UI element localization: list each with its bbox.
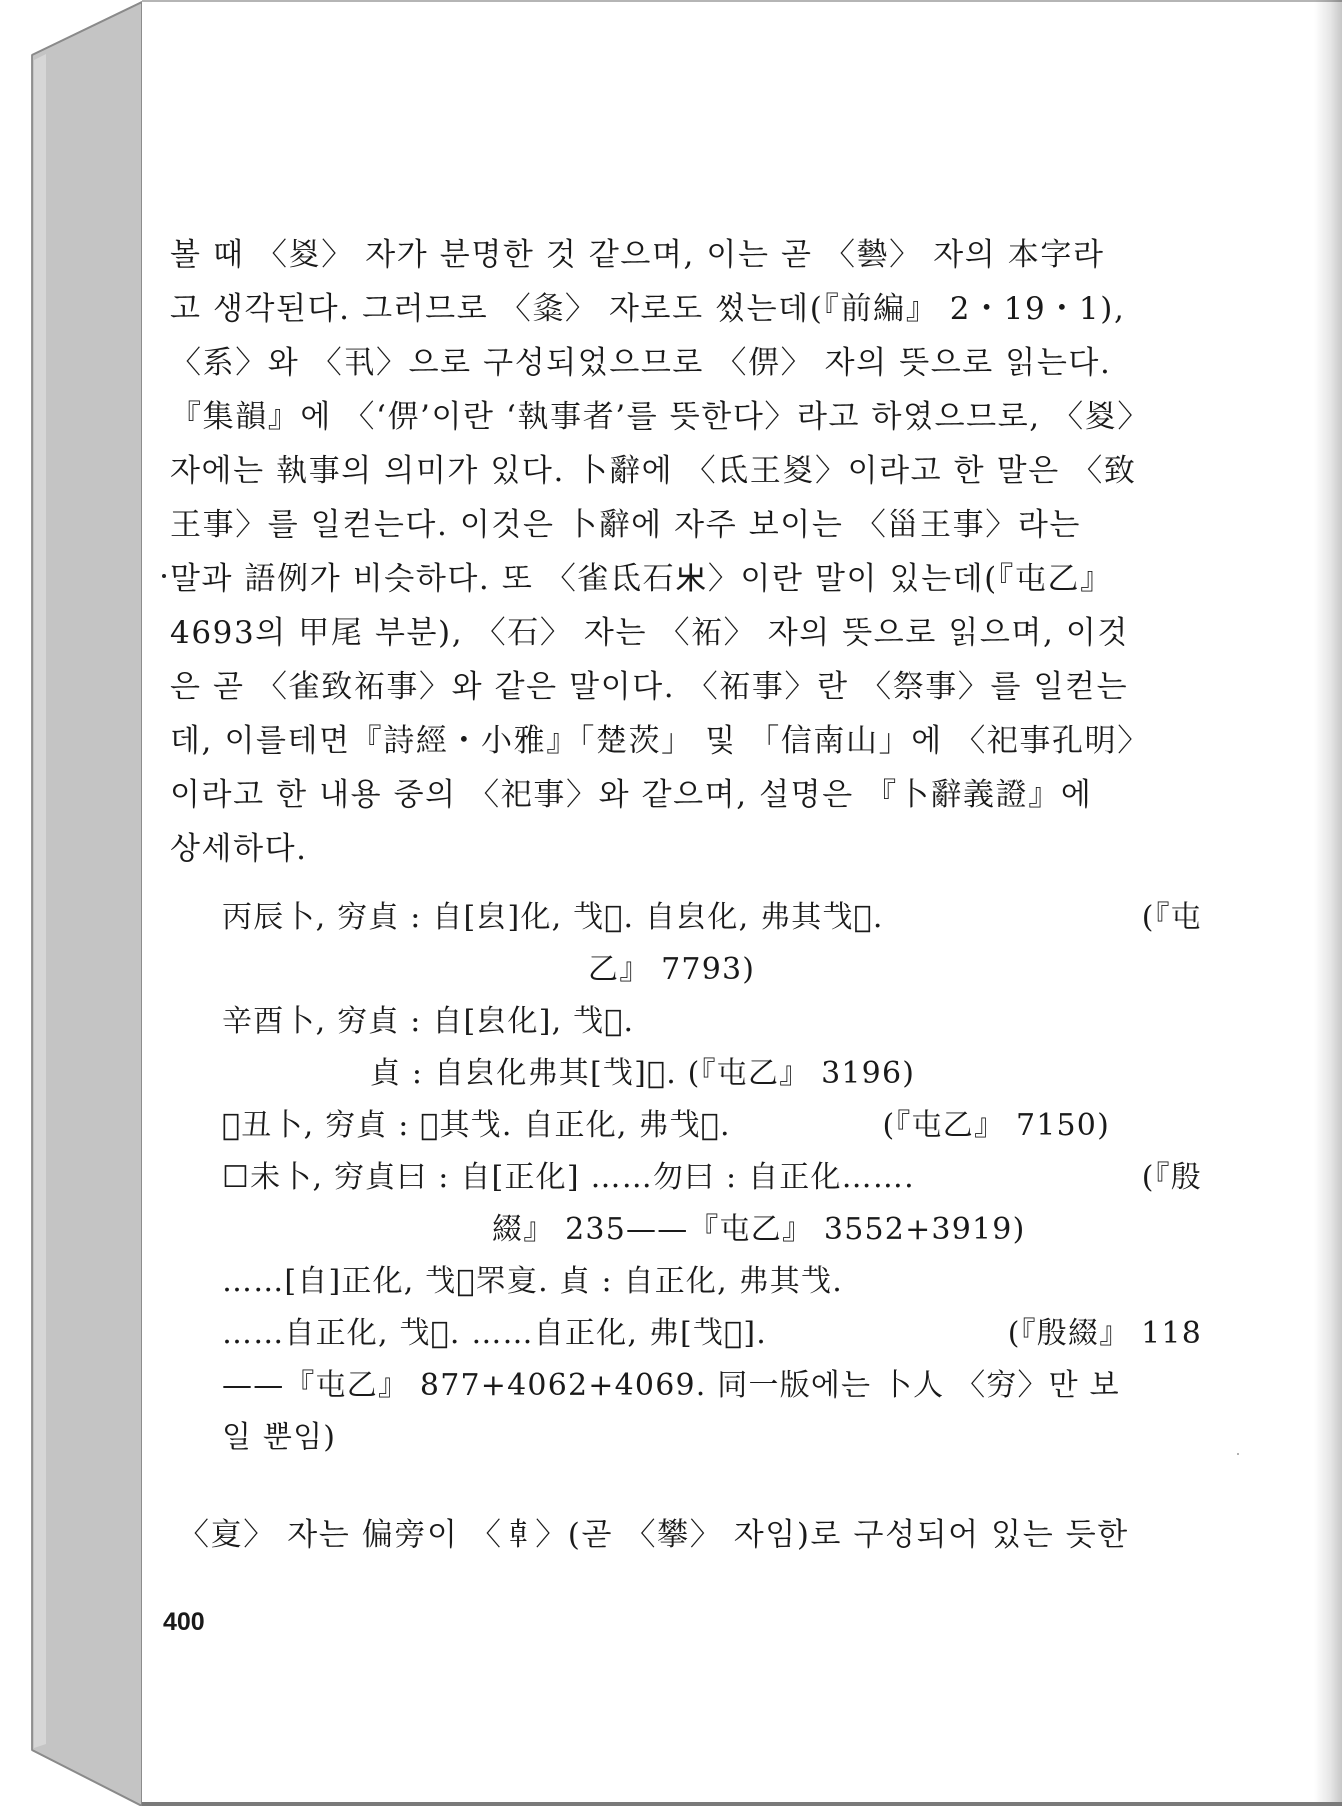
text-line: 데, 이를테면『詩經・小雅』「楚茨」 및 「信南山」에 〈祀事孔明〉 [170,723,1150,759]
closing-paragraph: 〈㚆〉 자는 偏旁이 〈𠦝〉(곧 〈攀〉 자임)로 구성되어 있는 듯한 [178,1517,1129,1553]
stray-ink-dot [1237,1453,1239,1455]
quote-text: ……[自]正化, 𢦏𢍄罘㚆. 貞 : 自正化, 弗其𢦏. [222,1264,843,1299]
quote-line [222,1360,1202,1412]
text-line: 볼 때 〈㚇〉 자가 분명한 것 같으며, 이는 곧 〈㙯〉 자의 本字라 [170,237,1105,273]
quote-line [222,1412,1202,1464]
quote-source: (『屯 [1141,900,1202,935]
text-line: 4693의 甲尾 부분), 〈石〉 자는 〈祏〉 자의 뜻으로 읽으며, 이것 [170,615,1129,651]
quote-text: ☐丑卜, 穷貞 : 𢍄其𢦏. 自正化, 弗𢦏𢍄. [222,1108,731,1143]
quote-line [222,944,1202,996]
page-bottom-edge [142,1802,1342,1806]
quote-text: 貞 : 自㿝化弗其[𢦏]𢍄. (『屯乙』 3196) [370,1056,916,1091]
quote-line [222,1100,1202,1152]
text-line: 자에는 執事의 의미가 있다. 卜辭에 〈氐王㚇〉이라고 한 말은 〈致 [170,453,1137,489]
quote-text: 乙』 7793) [588,952,756,987]
oracle-inscription-quotes [222,892,1202,1464]
quote-line [222,1152,1202,1204]
page-number: 400 [163,1608,205,1636]
quote-line [222,1204,1202,1256]
text-line: 말과 語例가 비슷하다. 또 〈雀氐石𣎵〉이란 말이 있는데(『屯乙』 [170,561,1113,597]
main-paragraph [170,228,1202,876]
text-line: 〈系〉와 〈丮〉으로 구성되었으므로 〈㑭〉 자의 뜻으로 읽는다. [170,345,1112,381]
quote-source: (『屯乙』 7150) [882,1108,1110,1143]
quote-text: ……自正化, 𢦏𢍄. ……自正化, 弗[𢦏𢍄]. [222,1316,767,1351]
quote-text: ☐未卜, 穷貞曰 : 自[正化] ……勿曰 : 自正化……. [222,1160,915,1195]
quote-line [222,1048,1202,1100]
quote-line [222,996,1202,1048]
quote-text: 丙辰卜, 穷貞 : 自[㿝]化, 𢦏𢍄. 自㿝化, 弗其𢦏𢍄. [222,900,884,935]
text-line: 상세하다. [170,831,308,867]
quote-line [222,1256,1202,1308]
page-top-edge [142,0,1342,2]
page-right-shadow [1314,0,1342,1806]
text-line: 『集韻』에 〈‘㑭’이란 ‘執事者’를 뜻한다〉라고 하였으므로, 〈㚇〉 [170,399,1150,435]
text-line: 은 곧 〈雀致祏事〉와 같은 말이다. 〈祏事〉란 〈祭事〉를 일컫는 [170,669,1129,705]
text-line: 이라고 한 내용 중의 〈祀事〉와 같으며, 설명은 『卜辭義證』에 [170,777,1093,813]
quote-source: (『殷 [1141,1160,1202,1195]
quote-source: (『殷綴』 118 [1007,1316,1202,1351]
text-line: 王事〉를 일컫는다. 이것은 卜辭에 자주 보이는 〈甾王事〉라는 [170,507,1081,543]
quote-text: 辛酉卜, 穷貞 : 自[㿝化], 𢦏𢍄. [222,1004,635,1039]
quote-text: 일 뿐임) [222,1420,337,1455]
book-spine [0,0,150,1806]
text-line: 고 생각된다. 그러므로 〈𡕝〉 자로도 썼는데(『前編』 2・19・1), [170,291,1126,327]
quote-text: ——『屯乙』 877+4062+4069. 同一版에는 卜人 〈穷〉만 보 [222,1368,1120,1403]
stray-ink-dot [162,574,166,578]
quote-line [222,1308,1202,1360]
quote-text: 綴』 235——『屯乙』 3552+3919) [492,1212,1026,1247]
quote-line [222,892,1202,944]
